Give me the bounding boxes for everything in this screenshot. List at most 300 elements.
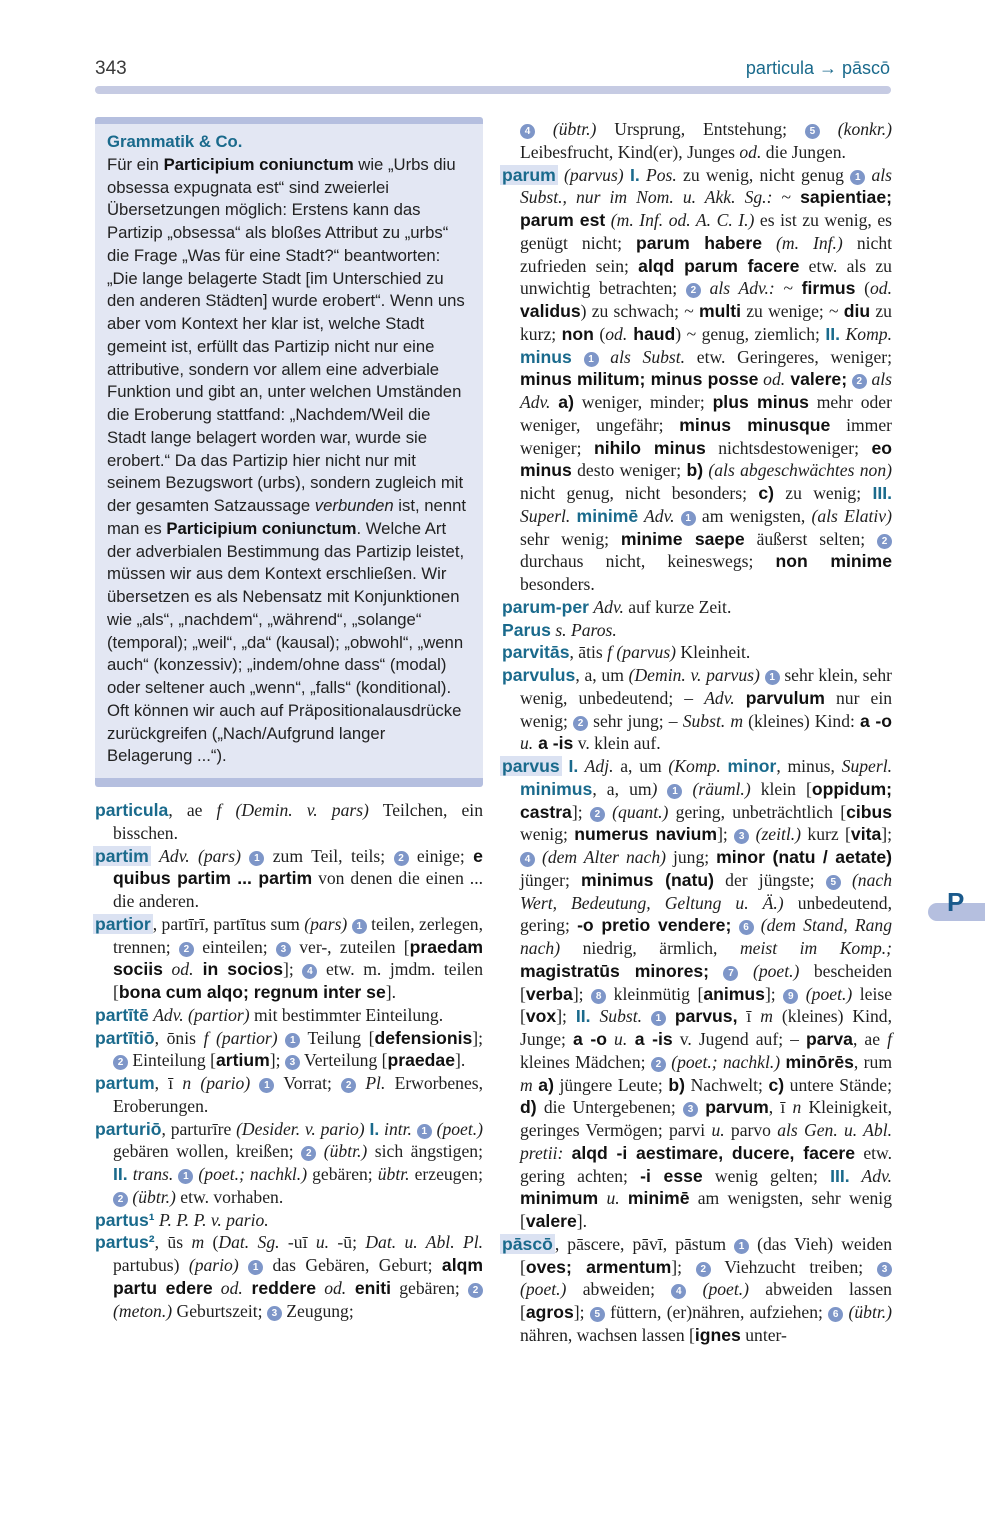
bold-phrase: plus minus: [712, 392, 809, 412]
bold-phrase: minimum: [520, 1188, 599, 1209]
text-run: füttern, (er)nähren, aufziehen;: [604, 1302, 829, 1322]
text-run: ist, nennt man es: [107, 496, 467, 538]
bold-phrase: a -is: [533, 733, 574, 754]
bold-phrase: oves; armentum: [525, 1256, 672, 1277]
text-run: kurz [: [801, 824, 851, 845]
text-run: ī: [737, 1006, 761, 1027]
dictionary-entry: [95, 1072, 483, 1118]
text-run: , ī: [154, 1073, 183, 1093]
sense-number-icon: 3: [683, 1102, 698, 1117]
bold-phrase: ignes: [694, 1324, 741, 1345]
sense-number-icon: 1: [178, 1169, 193, 1184]
text-run: , a, um: [575, 665, 629, 685]
text-run: bescheiden [: [520, 960, 893, 1004]
bold-phrase: b): [686, 460, 704, 481]
section-marker: I.: [369, 1118, 380, 1139]
bold-phrase: alqd -i aestimare, ducere, facere: [571, 1142, 856, 1163]
text-run: , pāscere, pāvī, pāstum: [554, 1233, 735, 1254]
text-run: [356, 1073, 365, 1093]
running-head: particula → pāscō: [745, 58, 890, 78]
italic-label: Dat. Sg.: [218, 1232, 280, 1253]
bold-phrase: vita: [850, 824, 882, 845]
italic-label: od.: [212, 1277, 243, 1298]
text-run: [347, 914, 351, 934]
bold-phrase: b): [668, 1074, 685, 1095]
sense-number-icon: 1: [285, 1033, 300, 1048]
text-run: [674, 506, 680, 526]
sense-number-icon: 5: [826, 875, 841, 890]
headword: parvulus: [502, 665, 576, 685]
italic-label: als Subst., nur im Nom. u. Akk. Sg.:: [520, 164, 893, 208]
sense-number-icon: 2: [113, 1055, 128, 1070]
text-run: (kleines) Kind, Junge;: [520, 1006, 892, 1049]
bold-phrase: firmus: [801, 278, 856, 299]
italic-label: übtr.: [377, 1164, 410, 1184]
italic-label: (m. Inf.): [761, 232, 843, 253]
text-run: unter-: [740, 1324, 787, 1345]
sense-number-icon: 2: [651, 1057, 666, 1072]
text-run: leise [: [520, 983, 893, 1027]
italic-label: Subst. m: [682, 710, 744, 731]
text-run: Nachwelt;: [685, 1074, 769, 1095]
italic-label: (meton.): [113, 1300, 173, 1321]
italic-label: (poet.): [738, 960, 800, 981]
bold-phrase: non minime: [775, 551, 892, 572]
bold-phrase: minimus (natu): [581, 869, 714, 890]
italic-label: (poet.): [686, 1279, 749, 1300]
text-run: mit bestimmter Einteilung.: [249, 1004, 444, 1025]
text-run: , ūs: [154, 1232, 192, 1253]
text-run: (kleines) Kind:: [743, 710, 860, 731]
italic-label: f (partior): [203, 1027, 278, 1048]
bold-phrase: parva: [806, 1029, 853, 1049]
sense-number-icon: 2: [590, 807, 605, 822]
text-run: etw. Geringeres, weniger;: [685, 346, 892, 367]
sense-number-icon: 1: [248, 1260, 263, 1275]
italic-label: m: [760, 1006, 773, 1027]
italic-label: Adj.: [578, 756, 614, 776]
text-run: , parturīre: [161, 1118, 237, 1139]
sense-number-icon: 1: [651, 1011, 666, 1026]
italic-label: od.: [870, 278, 892, 299]
sense-number-icon: 8: [591, 989, 606, 1004]
sense-number-icon: 1: [681, 511, 696, 526]
text-run: ];: [269, 1050, 285, 1071]
right-entries: [502, 118, 892, 1347]
bold-phrase: c): [768, 1074, 785, 1095]
sense-number-icon: 7: [723, 966, 738, 981]
bold-phrase: haud: [627, 323, 676, 344]
bold-phrase: praedae: [387, 1050, 455, 1071]
italic-label: f (Demin. v. pars): [216, 800, 369, 820]
headword: partum: [95, 1073, 155, 1093]
sense-number-icon: 1: [249, 851, 264, 866]
italic-label: (m. Inf. od. A. C. I.): [605, 210, 755, 230]
sense-number-icon: 1: [259, 1078, 274, 1093]
sense-number-icon: 5: [805, 124, 820, 139]
text-run: unbedeutend, gering;: [520, 892, 892, 936]
section-marker: minor: [727, 756, 777, 776]
text-run: gebären wollen, kreißen;: [113, 1141, 302, 1162]
italic-label: Adv.: [593, 596, 624, 617]
section-marker: II.: [113, 1164, 128, 1184]
text-run: Viehzucht treiben;: [710, 1256, 877, 1277]
left-column: [95, 117, 483, 1322]
text-run: ];: [572, 983, 592, 1004]
sense-number-icon: 2: [573, 716, 588, 731]
text-run: äußerst selten;: [744, 528, 877, 549]
bold-phrase: verba: [525, 983, 573, 1004]
text-run: abweiden;: [566, 1279, 672, 1300]
italic-label: meist im Komp.;: [739, 938, 892, 958]
text-run: desto weniger;: [571, 460, 687, 481]
grammar-infobox: [95, 117, 483, 787]
headword: pāscō: [502, 1233, 553, 1254]
page-number: 343: [95, 58, 127, 79]
bold-phrase: parum habere: [636, 232, 762, 253]
dictionary-entry: [95, 1004, 483, 1027]
text-run: nicht genug, nicht besonders;: [520, 483, 759, 503]
italic-label: verbunden: [314, 496, 394, 515]
text-run: jung;: [666, 847, 717, 867]
italic-label: s. Paros.: [555, 619, 617, 640]
text-run: weniger, minder;: [573, 392, 713, 412]
italic-label: Komp.: [840, 323, 892, 344]
dictionary-entry: [502, 118, 892, 164]
text-run: ];: [283, 959, 303, 980]
italic-label: Subst.: [590, 1006, 643, 1027]
italic-label: u.: [606, 1029, 628, 1049]
italic-label: (räuml.): [682, 778, 751, 799]
text-run: nur ein wenig;: [520, 687, 893, 731]
italic-label: (pars): [304, 913, 348, 934]
text-run: ) zu schwach; ~: [580, 301, 699, 321]
italic-label: u.: [520, 733, 534, 754]
left-entries: [95, 799, 483, 1322]
text-run: (das Vieh) weiden [: [520, 1233, 892, 1277]
sense-number-icon: 1: [667, 784, 682, 799]
text-run: mehr oder weniger, ungefähr;: [520, 392, 892, 435]
text-run: auf kurze Zeit.: [623, 596, 732, 617]
header-rule: [95, 86, 891, 94]
italic-label: (parvus): [564, 164, 624, 185]
italic-label: f: [887, 1029, 892, 1049]
headword: partim: [95, 845, 149, 866]
text-run: etw. gering achten;: [520, 1142, 892, 1186]
text-run: kleines Mädchen;: [520, 1051, 651, 1072]
bold-phrase: praedam sociis: [113, 936, 484, 980]
bold-phrase: minimē: [627, 1188, 690, 1209]
bold-phrase: sapientiae; parum est: [520, 187, 892, 230]
italic-label: P. P. P. v. pario.: [159, 1209, 269, 1230]
text-run: kleinmütig [: [606, 983, 704, 1004]
text-run: nicht zufrieden sein;: [520, 232, 892, 276]
text-run: einige;: [408, 845, 474, 866]
sense-number-icon: 2: [696, 1262, 711, 1277]
text-run: sich ängstigen;: [367, 1141, 483, 1162]
section-marker: III.: [872, 483, 893, 503]
bold-phrase: cibus: [846, 801, 893, 822]
sense-number-icon: 4: [302, 964, 317, 979]
italic-label: Adv. (pars): [159, 845, 241, 866]
text-run: besonders.: [520, 574, 595, 594]
bold-phrase: diu: [843, 301, 871, 321]
text-run: [735, 688, 746, 708]
sense-number-icon: 1: [417, 1124, 432, 1139]
text-run: nichtsdestoweniger;: [705, 437, 872, 458]
dictionary-entry: [502, 1233, 892, 1347]
bold-phrase: non: [561, 323, 594, 344]
dictionary-entry: [502, 164, 892, 596]
italic-label: Adv.: [638, 505, 675, 526]
bold-phrase: valere: [525, 1211, 577, 1231]
italic-label: (poet.): [431, 1118, 483, 1139]
sense-number-icon: 2: [686, 283, 701, 298]
infobox-title: Grammatik & Co.: [107, 132, 243, 151]
text-run: sehr klein, sehr wenig, unbedeutend; –: [520, 665, 892, 708]
section-marker: minus: [520, 346, 572, 367]
bold-phrase: oppidum; castra: [520, 778, 892, 822]
text-run: Ursprung, Entstehung;: [596, 119, 805, 139]
text-run: [241, 846, 249, 866]
sense-number-icon: 4: [520, 124, 535, 139]
text-run: , a, um: [592, 778, 652, 799]
bold-phrase: alqd parum facere: [638, 255, 800, 276]
text-run: [657, 779, 667, 799]
bold-phrase: agros: [525, 1302, 574, 1322]
text-run: Kleinheit.: [676, 642, 751, 663]
italic-label: Pos.: [639, 164, 677, 185]
italic-label: (als Elativ): [811, 505, 892, 526]
italic-label: od.: [739, 141, 762, 162]
section-marker: I.: [629, 164, 640, 185]
bold-phrase: minime saepe: [620, 528, 745, 549]
headword: partus¹: [95, 1209, 155, 1230]
text-run: , ōnis: [154, 1027, 204, 1048]
bold-phrase: Participium coniunctum: [163, 154, 354, 174]
text-run: ~: [774, 278, 802, 299]
thumb-index-letter: P: [947, 887, 965, 917]
bold-phrase: parvus,: [674, 1006, 738, 1027]
italic-label: (Komp.: [668, 756, 721, 776]
text-run: gering, unbeträchtlich [: [668, 801, 847, 822]
sense-number-icon: 2: [301, 1146, 316, 1161]
text-run: etw. m. jmdm. teilen [: [113, 959, 483, 1002]
section-marker: minimē: [576, 505, 639, 526]
text-run: zu wenig;: [773, 483, 873, 503]
sense-number-icon: 1: [734, 1239, 749, 1254]
text-run: es ist zu wenig, es genügt nicht;: [520, 210, 892, 253]
bold-phrase: minus militum; minus posse: [520, 369, 759, 390]
sense-number-icon: 3: [276, 942, 291, 957]
bold-phrase: eo minus: [520, 437, 892, 481]
dictionary-entry: [502, 755, 892, 1233]
text-run: (: [855, 278, 870, 299]
sense-number-icon: 1: [352, 919, 367, 934]
text-run: , ae: [168, 800, 217, 820]
text-run: v. Jugend auf; –: [672, 1029, 806, 1049]
text-run: zum Teil, teils;: [264, 845, 394, 866]
bold-phrase: reddere: [242, 1277, 317, 1298]
bold-phrase: e quibus partim ... partim: [113, 845, 483, 889]
text-run: [847, 369, 852, 389]
sense-number-icon: 4: [671, 1284, 686, 1299]
italic-label: n: [792, 1097, 802, 1118]
italic-label: Adv. (partior): [153, 1004, 250, 1025]
text-run: der jüngste;: [713, 869, 826, 890]
bold-phrase: numerus navium: [574, 824, 718, 845]
bold-phrase: vox: [525, 1006, 557, 1027]
text-run: durchaus nicht, keineswegs;: [520, 551, 776, 572]
text-run: Einteilung [: [128, 1050, 216, 1071]
text-run: Vorrat;: [274, 1073, 342, 1093]
text-run: am wenigsten, sehr wenig [: [520, 1188, 892, 1231]
italic-label: n (pario): [182, 1073, 251, 1093]
text-run: ].: [576, 1211, 587, 1231]
dictionary-entry: [95, 1118, 483, 1209]
text-run: (: [204, 1232, 219, 1253]
text-run: ~: [772, 187, 801, 208]
bold-phrase: defensionis: [374, 1027, 473, 1048]
text-run: sehr wenig;: [520, 528, 621, 549]
bold-phrase: alqm partu edere: [113, 1255, 483, 1298]
bold-phrase: minor (natu / aetate): [716, 847, 893, 867]
dictionary-entry: [95, 845, 483, 913]
text-run: ];: [764, 983, 784, 1004]
text-run: [731, 915, 738, 935]
section-marker: I.: [568, 756, 579, 776]
bold-phrase: a -is: [627, 1029, 673, 1049]
italic-label: (konkr.): [819, 119, 893, 139]
sense-number-icon: 2: [877, 534, 892, 549]
headword: parvitās: [502, 642, 570, 663]
sense-number-icon: 5: [590, 1307, 605, 1322]
section-marker: II.: [825, 323, 841, 344]
italic-label: (pario): [188, 1255, 239, 1275]
text-run: etw. vorhaben.: [175, 1186, 284, 1207]
text-run: ];: [671, 1256, 696, 1277]
italic-label: (Demin. v. parvus): [628, 665, 760, 685]
headword: parvus: [502, 756, 560, 776]
italic-label: (übtr.): [128, 1186, 176, 1207]
bold-phrase: minōrēs: [785, 1051, 854, 1072]
italic-label: als Adv.: [520, 369, 892, 412]
sense-number-icon: 2: [852, 374, 867, 389]
bold-phrase: nihilo minus: [594, 437, 706, 458]
sense-number-icon: 2: [113, 1192, 128, 1207]
headword: Parus: [502, 619, 551, 640]
text-run: ].: [385, 982, 397, 1002]
bold-phrase: bona cum alqo; regnum inter se: [118, 982, 386, 1002]
text-run: [572, 347, 584, 367]
italic-label: (poet.): [798, 983, 853, 1004]
sense-number-icon: 6: [739, 920, 754, 935]
italic-label: (nach Wert, Bedeutung, Geltung u. Ä.): [520, 869, 892, 913]
text-run: (: [593, 323, 606, 344]
italic-label: (dem Alter nach): [535, 847, 667, 867]
italic-label: od.: [605, 323, 628, 344]
bold-phrase: parvum: [705, 1097, 769, 1118]
italic-label: Dat. u. Abl. Pl.: [365, 1232, 483, 1253]
text-run: -ū;: [329, 1232, 366, 1253]
text-run: ) ~ genug, ziemlich;: [675, 323, 826, 344]
dictionary-entry: [95, 799, 483, 845]
text-run: [709, 961, 723, 981]
bold-phrase: Participium coniunctum: [166, 518, 357, 538]
text-run: a, um: [613, 756, 669, 776]
sense-number-icon: 9: [783, 989, 798, 1004]
text-run: Leibesfrucht, Kind(er), Junges: [520, 141, 740, 162]
italic-label: m: [191, 1232, 205, 1253]
bold-phrase: -o pretio vendere;: [577, 915, 732, 936]
bold-phrase: multi: [698, 301, 742, 321]
dictionary-entry: [502, 664, 892, 755]
text-run: ];: [556, 1006, 576, 1027]
italic-label: (zeitl.): [749, 824, 802, 845]
text-run: ];: [573, 1302, 590, 1322]
text-run: sehr jung; –: [588, 710, 683, 731]
text-run: Teilchen, ein bisschen.: [113, 800, 483, 843]
sense-number-icon: 4: [520, 852, 535, 867]
text-run: [278, 1028, 286, 1048]
section-marker: II.: [575, 1006, 591, 1027]
italic-label: Adv.: [849, 1165, 892, 1186]
text-run: die Untergebenen;: [536, 1097, 683, 1118]
text-run: parvo: [724, 1120, 778, 1140]
text-run: ];: [571, 801, 590, 822]
sense-number-icon: 3: [877, 1262, 892, 1277]
italic-label: Superl.: [841, 756, 892, 776]
text-run: zu wenige; ~: [741, 301, 844, 321]
text-run: wenig;: [520, 824, 575, 845]
italic-label: (übtr.): [843, 1302, 892, 1322]
text-run: immer weniger;: [520, 414, 892, 458]
bold-phrase: d): [520, 1097, 537, 1118]
italic-label: u.: [315, 1232, 330, 1253]
infobox-body: [107, 154, 471, 768]
dictionary-entry: [95, 1231, 483, 1322]
text-run: ];: [717, 824, 735, 845]
italic-label: od.: [316, 1277, 347, 1298]
sense-number-icon: 3: [285, 1055, 300, 1070]
bold-phrase: a -o: [860, 710, 892, 731]
text-run: klein [: [750, 778, 812, 799]
text-run: , rum: [853, 1051, 893, 1072]
text-run: [760, 665, 765, 685]
text-run: niedrig, ärmlich,: [560, 938, 740, 958]
sense-number-icon: 2: [341, 1078, 356, 1093]
text-run: etw. als zu unwichtig betrachten;: [520, 255, 892, 299]
headword: particula: [95, 800, 169, 820]
italic-label: trans.: [127, 1164, 174, 1184]
text-run: ];: [881, 824, 892, 845]
dictionary-entry: [95, 1027, 483, 1073]
italic-label: (Desider. v. pario): [236, 1118, 365, 1139]
text-run: abweiden lassen [: [520, 1279, 892, 1322]
italic-label: od.: [162, 959, 194, 980]
text-run: [151, 846, 159, 866]
dictionary-entry: [95, 913, 483, 1004]
headword: parum: [502, 164, 556, 185]
bold-phrase: parvulum: [745, 687, 825, 708]
text-run: , ātis: [569, 642, 608, 663]
text-run: , partīrī, partītus sum: [152, 913, 305, 934]
text-run: , ī: [768, 1097, 793, 1118]
sense-number-icon: 2: [179, 942, 194, 957]
text-run: [563, 1143, 571, 1163]
bold-phrase: in socios: [193, 959, 284, 980]
italic-label: (poet.; nachkl.): [193, 1164, 308, 1184]
